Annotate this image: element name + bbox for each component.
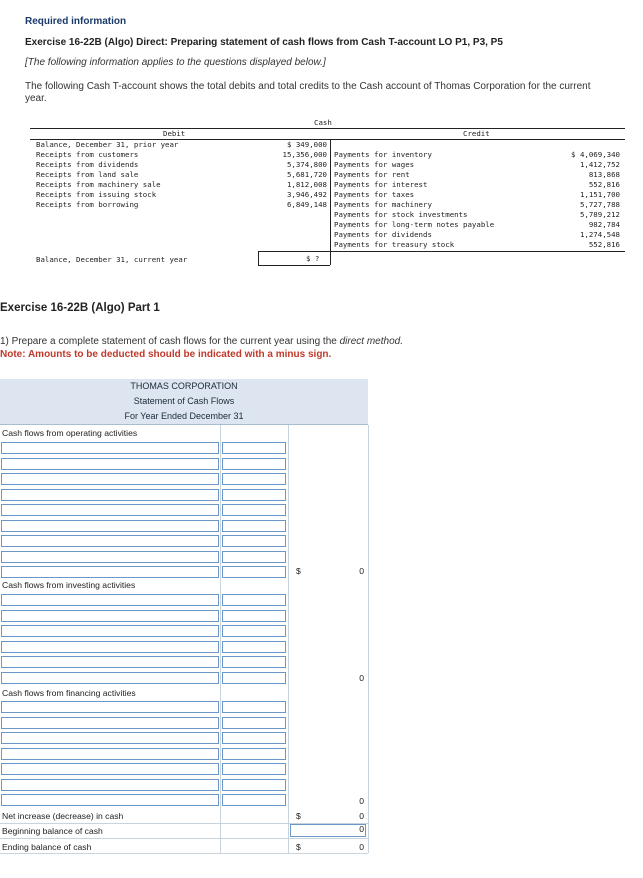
net-total: 0: [359, 811, 364, 821]
debit-row-label: Balance, December 31, prior year: [36, 140, 179, 149]
investing-activities-label: Cash flows from investing activities: [2, 580, 136, 590]
operating-label-input[interactable]: [1, 520, 219, 532]
debit-row-label: Receipts from land sale: [36, 170, 139, 179]
period-header: For Year Ended December 31: [0, 409, 368, 425]
credit-row-amount: 5,789,212: [579, 210, 620, 219]
operating-total: 0: [359, 566, 364, 576]
debit-row-label: Receipts from issuing stock: [36, 190, 157, 199]
financing-amount-input[interactable]: [222, 701, 286, 713]
t-account-title: Cash: [314, 118, 332, 127]
operating-label-input[interactable]: [1, 473, 219, 485]
net-increase-label: Net increase (decrease) in cash: [2, 811, 124, 821]
financing-label-input[interactable]: [1, 779, 219, 791]
financing-amount-input[interactable]: [222, 763, 286, 775]
intro-text: The following Cash T-account shows the total debits and total credits to the Cash account of Thomas Corporation for the current year.: [25, 81, 591, 104]
investing-amount-input[interactable]: [222, 672, 286, 684]
credit-row-amount: $ 4,069,340: [571, 150, 620, 159]
operating-label-input[interactable]: [1, 442, 219, 454]
debit-row-amount: 3,946,492: [286, 190, 327, 199]
financing-label-input[interactable]: [1, 717, 219, 729]
net-currency: $: [296, 811, 301, 821]
ending-balance-label: Balance, December 31, current year: [36, 255, 188, 264]
ending-balance-cash-label: Ending balance of cash: [2, 842, 92, 852]
credit-row-label: Payments for stock investments: [334, 210, 468, 219]
company-header: THOMAS CORPORATION: [0, 379, 368, 395]
question-text: 1) Prepare a complete statement of cash flows for the current year using the direct method.: [0, 336, 403, 347]
beginning-balance-label: Beginning balance of cash: [2, 826, 103, 836]
ending-currency: $: [296, 842, 301, 852]
debit-row-amount: $ 349,000: [286, 140, 327, 149]
applies-note: [The following information applies to the questions displayed below.]: [25, 57, 326, 68]
investing-amount-input[interactable]: [222, 656, 286, 668]
part-title: Exercise 16-22B (Algo) Part 1: [0, 302, 160, 314]
operating-label-input[interactable]: [1, 504, 219, 516]
debit-row-amount: 5,374,800: [286, 160, 327, 169]
operating-label-input[interactable]: [1, 489, 219, 501]
investing-label-input[interactable]: [1, 656, 219, 668]
financing-amount-input[interactable]: [222, 794, 286, 806]
investing-label-input[interactable]: [1, 641, 219, 653]
operating-label-input[interactable]: [1, 535, 219, 547]
investing-label-input[interactable]: [1, 672, 219, 684]
financing-amount-input[interactable]: [222, 748, 286, 760]
operating-label-input[interactable]: [1, 551, 219, 563]
operating-amount-input[interactable]: [222, 473, 286, 485]
statement-name-header: Statement of Cash Flows: [0, 394, 368, 410]
investing-label-input[interactable]: [1, 594, 219, 606]
operating-currency: $: [296, 566, 301, 576]
debit-row-amount: 15,356,000: [282, 150, 327, 159]
credit-row-label: Payments for dividends: [334, 230, 432, 239]
debit-row-label: Receipts from borrowing: [36, 200, 139, 209]
credit-row-amount: 5,727,788: [579, 200, 620, 209]
investing-amount-input[interactable]: [222, 594, 286, 606]
investing-total: 0: [359, 673, 364, 683]
credit-row-amount: 1,274,548: [579, 230, 620, 239]
operating-label-input[interactable]: [1, 458, 219, 470]
ending-total: 0: [359, 842, 364, 852]
operating-amount-input[interactable]: [222, 504, 286, 516]
credit-row-amount: 552,816: [588, 180, 620, 189]
financing-total: 0: [359, 796, 364, 806]
operating-amount-input[interactable]: [222, 442, 286, 454]
beginning-total: 0: [359, 824, 364, 834]
investing-amount-input[interactable]: [222, 610, 286, 622]
credit-row-label: Payments for inventory: [334, 150, 432, 159]
credit-row-amount: 813,868: [588, 170, 620, 179]
debit-row-amount: 1,812,008: [286, 180, 327, 189]
credit-row-label: Payments for rent: [334, 170, 410, 179]
credit-header: Credit: [463, 129, 490, 138]
ending-balance-amount: $ ?: [306, 254, 320, 263]
credit-row-amount: 982,784: [588, 220, 620, 229]
operating-amount-input[interactable]: [222, 551, 286, 563]
credit-row-label: Payments for long-term notes payable: [334, 220, 495, 229]
investing-amount-input[interactable]: [222, 641, 286, 653]
financing-amount-input[interactable]: [222, 717, 286, 729]
operating-label-input[interactable]: [1, 566, 219, 578]
credit-row-label: Payments for machinery: [334, 200, 432, 209]
debit-row-label: Receipts from customers: [36, 150, 139, 159]
financing-amount-input[interactable]: [222, 732, 286, 744]
operating-amount-input[interactable]: [222, 489, 286, 501]
investing-label-input[interactable]: [1, 625, 219, 637]
financing-amount-input[interactable]: [222, 779, 286, 791]
minus-sign-note: Note: Amounts to be deducted should be indicated with a minus sign.: [0, 349, 332, 360]
credit-row-label: Payments for interest: [334, 180, 428, 189]
credit-row-amount: 1,412,752: [579, 160, 620, 169]
financing-label-input[interactable]: [1, 701, 219, 713]
operating-amount-input[interactable]: [222, 535, 286, 547]
exercise-title: Exercise 16-22B (Algo) Direct: Preparing statement of cash flows from Cash T-account LO P1, P3, P5: [25, 37, 503, 48]
required-information-label: Required information: [25, 16, 127, 27]
credit-row-label: Payments for treasury stock: [334, 240, 455, 249]
debit-row-label: Receipts from dividends: [36, 160, 139, 169]
operating-activities-label: Cash flows from operating activities: [2, 428, 138, 438]
debit-row-label: Receipts from machinery sale: [36, 180, 161, 189]
financing-label-input[interactable]: [1, 732, 219, 744]
financing-label-input[interactable]: [1, 763, 219, 775]
debit-header: Debit: [163, 129, 186, 138]
financing-label-input[interactable]: [1, 794, 219, 806]
debit-row-amount: 6,849,148: [286, 200, 327, 209]
investing-amount-input[interactable]: [222, 625, 286, 637]
debit-row-amount: 5,681,720: [286, 170, 327, 179]
credit-row-label: Payments for wages: [334, 160, 415, 169]
operating-amount-input[interactable]: [222, 520, 286, 532]
credit-row-amount: 552,816: [588, 240, 620, 249]
operating-amount-input[interactable]: [222, 458, 286, 470]
credit-row-amount: 1,151,700: [579, 190, 620, 199]
financing-label-input[interactable]: [1, 748, 219, 760]
operating-amount-input[interactable]: [222, 566, 286, 578]
financing-activities-label: Cash flows from financing activities: [2, 688, 136, 698]
investing-label-input[interactable]: [1, 610, 219, 622]
credit-row-label: Payments for taxes: [334, 190, 415, 199]
